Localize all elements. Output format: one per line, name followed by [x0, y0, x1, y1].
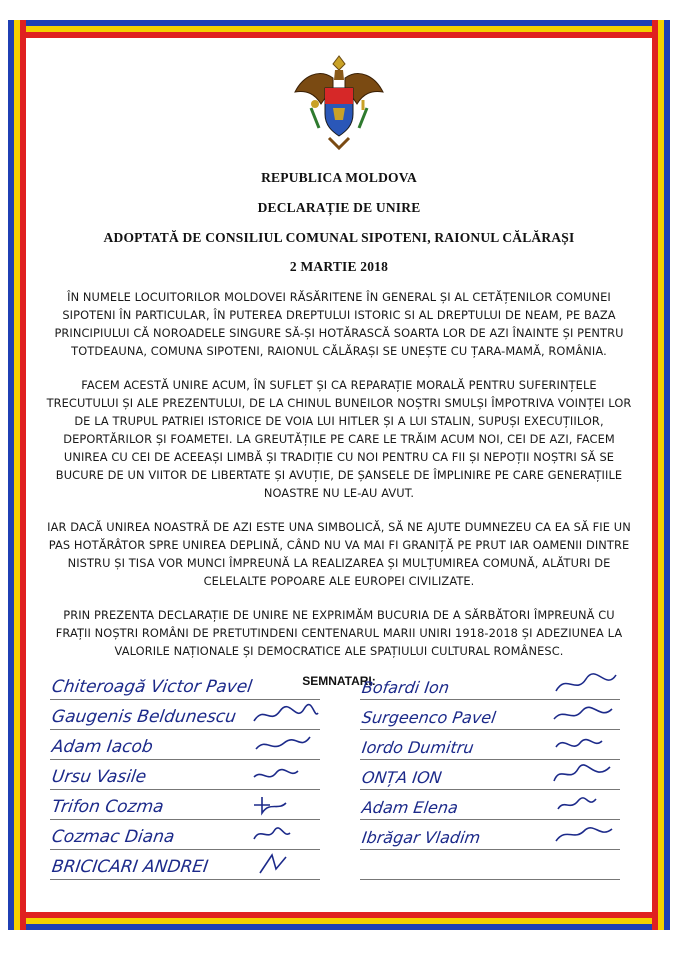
signatory-name: Ursu Vasile	[50, 767, 148, 787]
signature-line	[360, 700, 620, 730]
signature-icon	[250, 701, 320, 727]
signature-line	[50, 730, 320, 760]
signature-line	[50, 820, 320, 850]
paragraph: PRIN PREZENTA DECLARAȚIE DE UNIRE NE EXPRIMĂM BUCURIA DE A SĂRBĂTORI ÎMPREUNĂ CU FRAȚII NOȘTRI ROMÂNI DE PRETUTINDENI CENTENARUL MARII UNIRI 1918-2018 ȘI ADEZIUNEA LA VALORILE NAȚIONALE ȘI DEMOCRATICE ALE SPAȚIULUI CULTURAL ROMÂNESC.	[55, 608, 623, 658]
signature-icon	[550, 731, 620, 757]
border-right	[652, 20, 670, 930]
signatory-name: Trifon Cozma	[50, 797, 165, 817]
paragraph: FACEM ACESTĂ UNIRE ACUM, ÎN SUFLET ȘI CA REPARAȚIE MORALĂ PENTRU SUFERINȚELE TRECUTULUI ȘI ALE PREZENTULUI, DE LA CHINUL BUNEILOR NOȘTRI SMULȘI ÎMPOTRIVA VOINȚEI LOR DE LA TRUPUL PATRIEI ISTORICE DE VOIA LUI HITLER ȘI A LUI STALIN, SUPUȘI EXECUȚIILOR, DEPORTĂRILOR ȘI FOAMETEI. LA GREUTĂȚILE PE CARE LE TRĂIM ACUM NOI, CEI DE AZI, FACEM UNIREA CU CEI DE ACEEAȘI LIMBĂ ȘI TRADIȚIE CU NOI PENTRU CA FII ȘI NEPOȚII NOȘTRI SĂ SE BUCURE DE UN VIITOR DE LIBERTATE ȘI AVUȚIE, DE ȘANSELE DE ÎMPLINIRE PE CARE GENERAȚIILE NOASTRE NU LE-AU AVUT.	[46, 378, 632, 500]
signature-icon	[250, 761, 320, 787]
signature-line	[360, 850, 620, 880]
signature-icon	[550, 701, 620, 727]
signature-icon	[250, 791, 320, 817]
signature-icon	[250, 851, 320, 877]
signatory-name: Gaugenis Beldunescu	[50, 707, 238, 727]
signature-icon	[550, 761, 620, 787]
coat-of-arms-icon	[289, 48, 389, 158]
border-left	[8, 20, 26, 930]
country-heading: REPUBLICA MOLDOVA	[261, 170, 417, 185]
signature-icon	[550, 821, 620, 847]
signature-line	[360, 730, 620, 760]
signatory-name: Cozmac Diana	[50, 827, 176, 847]
signatory-name: Adam Iacob	[50, 737, 155, 757]
signatures-block	[50, 670, 630, 880]
signatory-name: ONȚA ION	[360, 768, 443, 787]
signature-icon	[550, 671, 620, 697]
signature-line	[360, 760, 620, 790]
signatures-left-column	[50, 670, 320, 880]
signatory-name: Bofardi Ion	[360, 678, 451, 697]
date-heading: 2 MARTIE 2018	[289, 259, 389, 274]
signature-line	[50, 670, 320, 700]
signatory-name: BRICICARI ANDREI	[50, 857, 210, 877]
signature-icon	[250, 821, 320, 847]
signatory-name: Chiteroagă Victor Pavel	[50, 677, 254, 697]
signature-line	[360, 820, 620, 850]
doc-type-heading: DECLARAȚIE DE UNIRE	[257, 200, 421, 215]
signature-line	[50, 700, 320, 730]
border-bottom	[8, 912, 670, 930]
signature-line	[360, 670, 620, 700]
signatory-name: Ibrăgar Vladim	[360, 828, 482, 847]
paragraph: ÎN NUMELE LOCUITORILOR MOLDOVEI RĂSĂRITENE ÎN GENERAL ȘI AL CETĂȚENILOR COMUNEI SIPOTENI ÎN PARTICULAR, ÎN PUTEREA DREPTULUI ISTORIC SI AL DREPTULUI DE NEAM, PE BAZA PRINCIPIULUI CĂ NOROADELE SINGURE SĂ-ȘI HOTĂRASCĂ SOARTA LOR DE AZI ÎNAINTE ȘI PENTRU TOTDEAUNA, COMUNA SIPOTENI, RAIONUL CĂLĂRAȘI SE UNEȘTE CU ȚARA-MAMĂ, ROMÂNIA.	[54, 290, 624, 358]
paragraph: IAR DACĂ UNIREA NOASTRĂ DE AZI ESTE UNA SIMBOLICĂ, SĂ NE AJUTE DUMNEZEU CA EA SĂ FIE UN PAS HOTĂRÂTOR SPRE UNIREA DEPLINĂ, CÂND NU VA MAI FI GRANIȚĂ PE PRUT IAR OAMENII DINTRE NISTRU ȘI TISA VOR MUNCI ÎMPREUNĂ LA REALIZAREA ȘI MULȚUMIREA COMUNĂ, ALĂTURI DE CELELALTE POPOARE ALE EUROPEI CIVILIZATE.	[47, 520, 631, 588]
signature-icon	[250, 731, 320, 757]
signatures-right-column	[360, 670, 620, 880]
signatory-name: Adam Elena	[360, 798, 460, 817]
adopted-by-heading: ADOPTATĂ DE CONSILIUL COMUNAL SIPOTENI, RAIONUL CĂLĂRAȘI	[103, 230, 575, 245]
signature-line	[360, 790, 620, 820]
signature-line	[50, 850, 320, 880]
border-top	[8, 20, 670, 38]
document-page	[40, 48, 638, 688]
signatory-name: Surgeenco Pavel	[360, 708, 498, 727]
signature-icon	[550, 791, 620, 817]
signature-line	[50, 790, 320, 820]
signature-line	[50, 760, 320, 790]
signatories-title: SEMNATARI:	[302, 674, 376, 688]
signatory-name: Iordo Dumitru	[360, 738, 475, 757]
